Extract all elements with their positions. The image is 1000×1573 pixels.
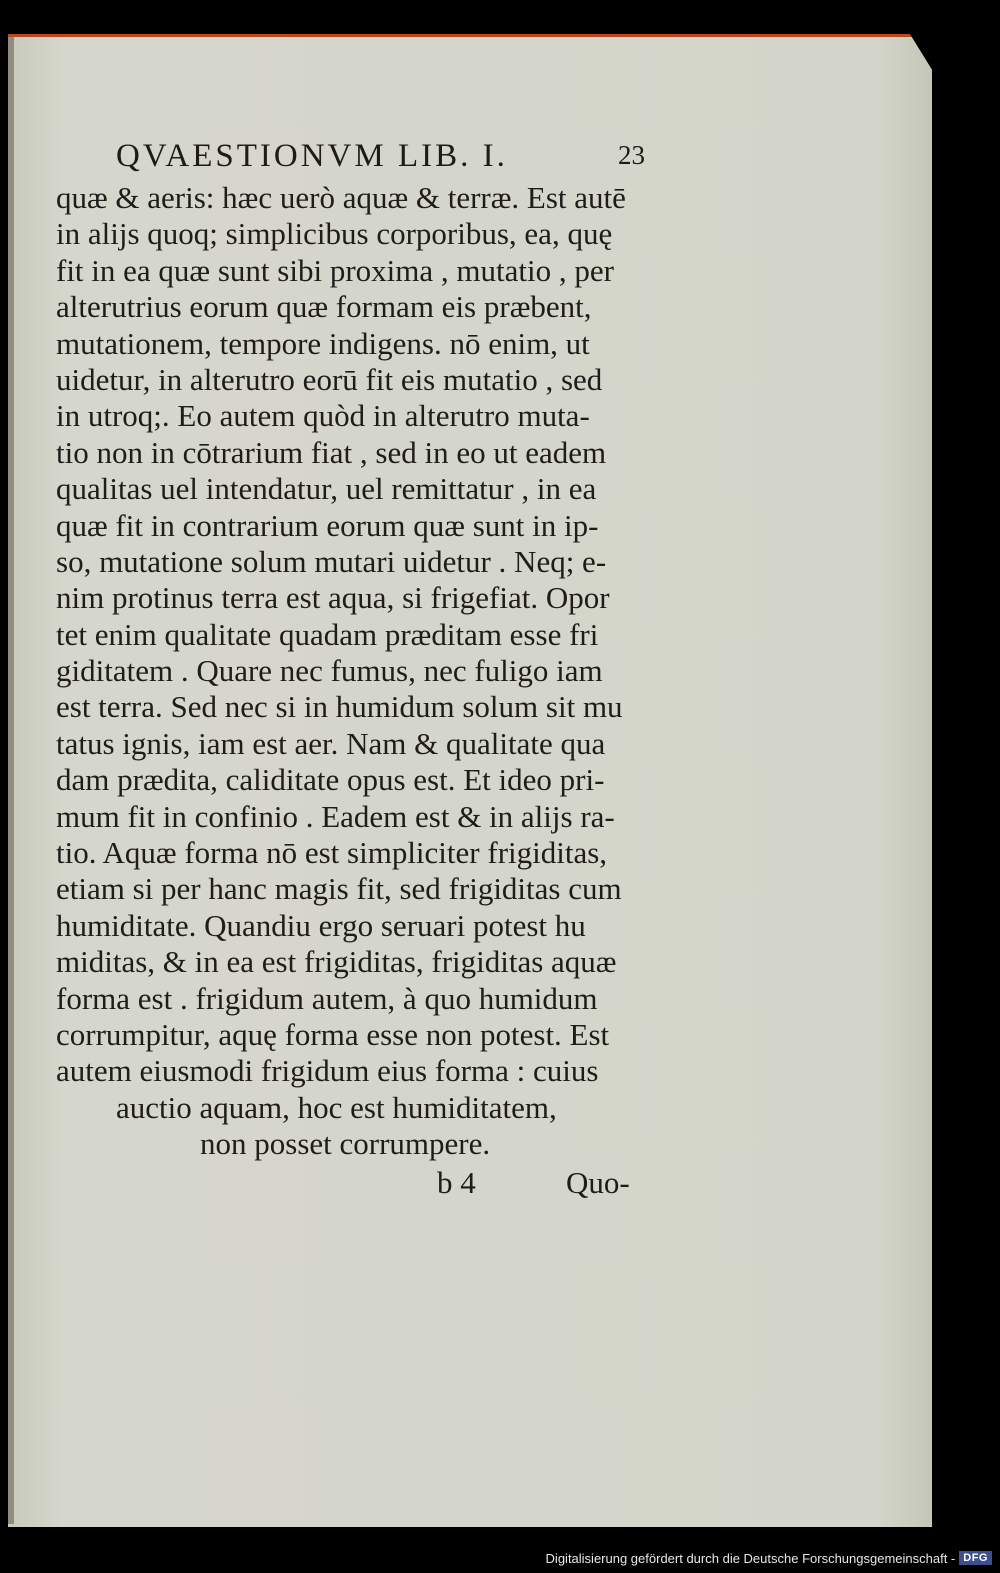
- catchword: Quo-: [566, 1165, 630, 1200]
- text-line: tet enim qualitate quadam præditam esse fri: [56, 616, 599, 652]
- text-line: dam prædita, caliditate opus est. Et ideo pri-: [56, 762, 605, 798]
- closing-line: non posset corrumpere.: [200, 1126, 491, 1162]
- text-line: in utroq;. Eo autem quòd in alterutro muta-: [56, 398, 590, 434]
- text-line: tio non in cōtrarium fiat , sed in eo ut eadem: [56, 434, 607, 470]
- running-title: QVAESTIONVM LIB. I.: [116, 138, 508, 174]
- text-line: quæ & aeris: hæc uerò aquæ & terræ. Est autē: [56, 180, 626, 215]
- text-line: so, mutatione solum mutari uidetur . Neq; e-: [56, 543, 607, 579]
- text-line: est terra. Sed nec si in humidum solum sit mu: [56, 689, 623, 725]
- text-line: in alijs quoq; simplicibus corporibus, ea, quę: [56, 216, 613, 252]
- page-header: [0, 138, 1000, 182]
- text-line: tio. Aquæ forma nō est simpliciter frigiditas,: [56, 835, 608, 871]
- text-line: giditatem . Quare nec fumus, nec fuligo iam: [56, 653, 603, 689]
- page-gutter-edge: [8, 37, 14, 1524]
- text-line: alterutrius eorum quæ formam eis præbent,: [56, 289, 592, 325]
- text-line: quæ fit in contrarium eorum quæ sunt in ip-: [56, 507, 599, 543]
- text-line: qualitas uel intendatur, uel remittatur , in ea: [56, 471, 597, 507]
- signature-mark: b 4: [437, 1165, 476, 1200]
- text-line: tatus ignis, iam est aer. Nam & qualitate qua: [56, 725, 606, 761]
- closing-line: auctio aquam, hoc est humiditatem,: [116, 1089, 557, 1125]
- text-line: mum fit in confinio . Eadem est & in alijs ra-: [56, 798, 615, 834]
- text-line: corrumpitur, aquę forma esse non potest. Est: [56, 1016, 610, 1052]
- text-line: nim protinus terra est aqua, si frigefiat. Opor: [56, 580, 610, 616]
- text-line: autem eiusmodi frigidum eius forma : cuius: [56, 1053, 599, 1089]
- text-line: fit in ea quæ sunt sibi proxima , mutatio , per: [56, 252, 614, 288]
- text-line: forma est . frigidum autem, à quo humidum: [56, 980, 598, 1016]
- text-line: humiditate. Quandiu ergo seruari potest hu: [56, 907, 586, 943]
- body-text: [56, 180, 656, 1163]
- credit-text: Digitalisierung gefördert durch die Deutsche Forschungsgemeinschaft -: [545, 1550, 956, 1566]
- page-number: 23: [618, 140, 645, 170]
- text-line: mutationem, tempore indigens. nō enim, ut: [56, 325, 590, 361]
- text-line: etiam si per hanc magis fit, sed frigiditas cum: [56, 871, 622, 907]
- text-line: miditas, & in ea est frigiditas, frigiditas aquæ: [56, 944, 617, 980]
- dfg-logo: DFG: [959, 1551, 992, 1565]
- text-line: uidetur, in alterutro eorū fit eis mutatio , sed: [56, 361, 603, 397]
- digitization-credit: [546, 1547, 992, 1569]
